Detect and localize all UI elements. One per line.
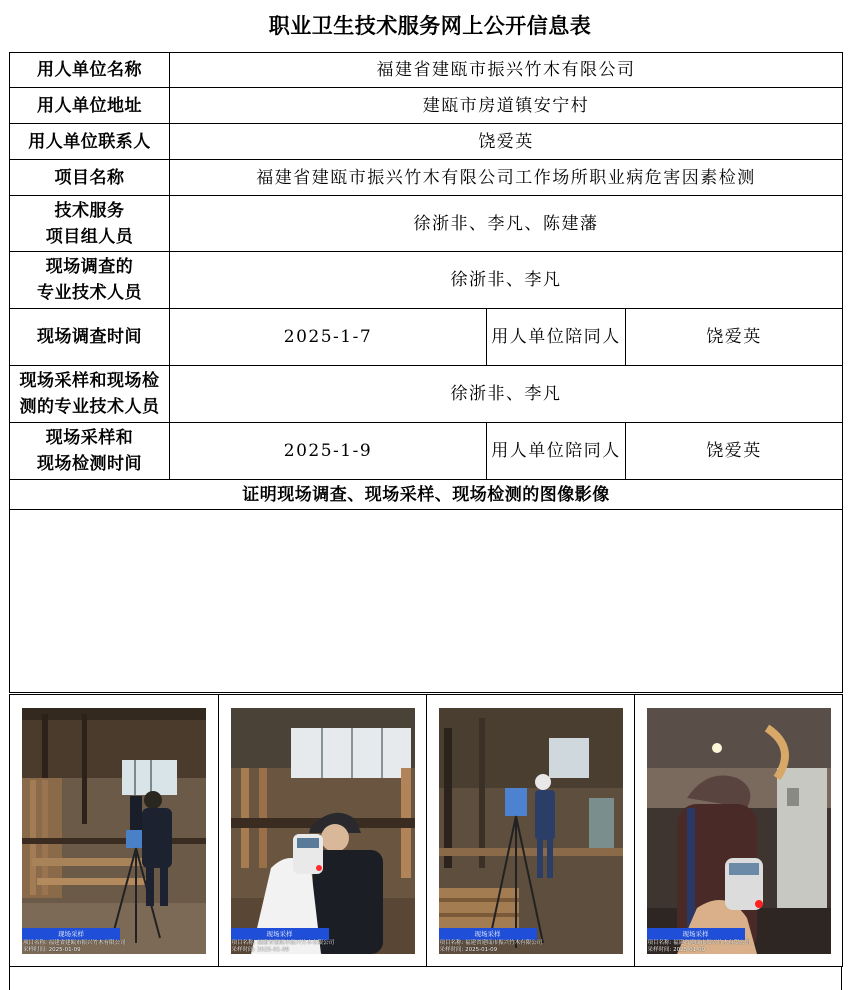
team-members-label-line1: 技术服务 xyxy=(54,200,125,221)
sampling-time-label-line2: 现场检测时间 xyxy=(37,454,142,474)
sampling-staff-label-line2: 测的专业技术人员 xyxy=(19,397,160,417)
survey-time-label: 现场调查时间 xyxy=(10,309,170,366)
sampling-accomp-value: 饶爱英 xyxy=(626,423,843,480)
team-members-label-line2: 项目组人员 xyxy=(45,226,134,247)
row-sampling-time xyxy=(10,423,843,480)
survey-staff-label xyxy=(10,252,170,309)
blank-area xyxy=(10,510,843,693)
survey-time-value: 2025-1-7 xyxy=(170,309,487,366)
employer-name-label: 用人单位名称 xyxy=(10,53,170,88)
row-employer-contact xyxy=(10,124,843,160)
photo-4-caption-line2: 采样时间: 2025-01-09 xyxy=(647,946,706,953)
photo-3-caption-line2: 采样时间: 2025-01-09 xyxy=(439,946,498,953)
row-employer-address xyxy=(10,88,843,124)
site-photo-1-image xyxy=(22,708,206,954)
sampling-staff-label-line1: 现场采样和现场检 xyxy=(19,371,160,391)
photo-3-tag: 现场采样 xyxy=(439,928,537,940)
site-photo-3-image xyxy=(439,708,623,954)
employer-contact-value: 饶爱英 xyxy=(170,124,843,160)
site-photo-2-image xyxy=(231,708,415,954)
row-photo-section xyxy=(10,480,843,510)
photo-1-caption-line1: 项目名称: 福建省建瓯市振兴竹木有限公司 xyxy=(23,939,126,946)
row-survey-time xyxy=(10,309,843,366)
photo-grid xyxy=(9,694,843,967)
sampling-time-label xyxy=(10,423,170,480)
sampling-accomp-label: 用人单位陪同人 xyxy=(487,423,626,480)
row-team-members xyxy=(10,196,843,252)
bottom-strip xyxy=(9,967,842,990)
team-members-label xyxy=(10,196,170,252)
employer-address-value: 建瓯市房道镇安宁村 xyxy=(170,88,843,124)
survey-staff-value: 徐浙非、李凡 xyxy=(170,252,843,309)
photo-section-label: 证明现场调查、现场采样、现场检测的图像影像 xyxy=(10,480,843,510)
project-name-value: 福建省建瓯市振兴竹木有限公司工作场所职业病危害因素检测 xyxy=(170,160,843,196)
photo-2-tag: 现场采样 xyxy=(231,928,329,940)
sampling-time-label-line1: 现场采样和 xyxy=(45,428,134,448)
survey-staff-label-line2: 专业技术人员 xyxy=(37,283,142,303)
employer-contact-label: 用人单位联系人 xyxy=(10,124,170,160)
survey-staff-label-line1: 现场调查的 xyxy=(45,257,134,277)
row-employer-name xyxy=(10,53,843,88)
site-photo-3 xyxy=(439,708,623,954)
project-name-label: 项目名称 xyxy=(10,160,170,196)
site-photo-4 xyxy=(647,708,831,954)
photo-4-caption-line1: 项目名称: 福建省建瓯市振兴竹木有限公司 xyxy=(647,939,751,946)
survey-accomp-label: 用人单位陪同人 xyxy=(487,309,626,366)
site-photo-2 xyxy=(231,708,415,954)
photo-3-caption-line1: 项目名称: 福建省建瓯市振兴竹木有限公司 xyxy=(439,939,543,946)
photo-2-caption-line1: 项目名称: 福建省建瓯市振兴竹木有限公司 xyxy=(231,939,335,946)
site-photo-1 xyxy=(22,708,206,954)
photo-2-caption-line2: 采样时间: 2025-01-09 xyxy=(231,946,290,953)
info-table xyxy=(9,52,843,693)
employer-name-value: 福建省建瓯市振兴竹木有限公司 xyxy=(170,53,843,88)
photo-4-tag: 现场采样 xyxy=(647,928,745,940)
employer-address-label: 用人单位地址 xyxy=(10,88,170,124)
photo-1-tag: 现场采样 xyxy=(22,928,120,940)
photo-cell-3 xyxy=(427,695,635,967)
sampling-time-value: 2025-1-9 xyxy=(170,423,487,480)
page-title: 职业卫生技术服务网上公开信息表 xyxy=(268,14,592,38)
photo-cell-4 xyxy=(635,695,843,967)
row-survey-staff xyxy=(10,252,843,309)
sampling-staff-label xyxy=(10,366,170,423)
photo-cell-2 xyxy=(219,695,427,967)
team-members-value: 徐浙非、李凡、陈建藩 xyxy=(170,196,843,252)
sampling-staff-value: 徐浙非、李凡 xyxy=(170,366,843,423)
row-blank-area xyxy=(10,510,843,693)
site-photo-4-image xyxy=(647,708,831,954)
row-sampling-staff xyxy=(10,366,843,423)
survey-accomp-value: 饶爱英 xyxy=(626,309,843,366)
photo-cell-1 xyxy=(10,695,219,967)
row-project-name xyxy=(10,160,843,196)
photo-1-caption-line2: 采样时间: 2025-01-09 xyxy=(23,946,81,953)
